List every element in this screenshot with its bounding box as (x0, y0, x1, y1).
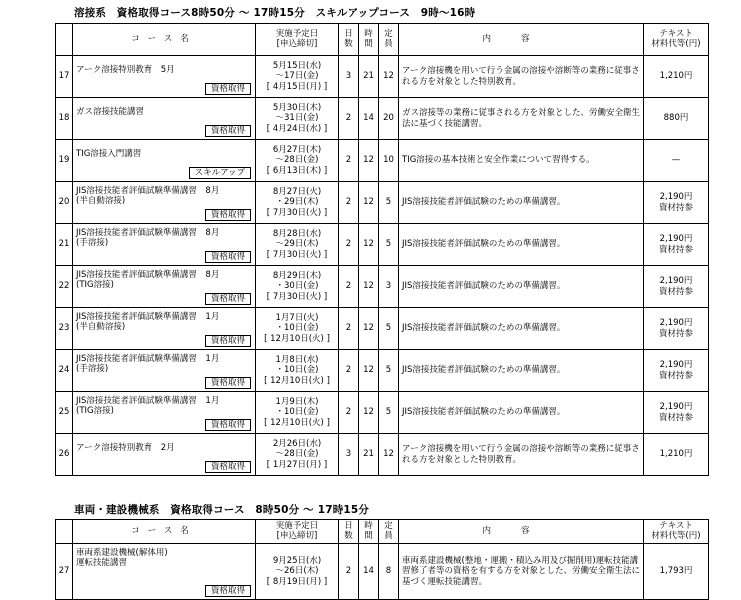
course-days: 3 (339, 434, 359, 476)
course-name: TIG溶接入門講習 (76, 149, 142, 159)
course-fee-cell (644, 224, 709, 266)
application-deadline: [ 12月10日(火) ] (264, 375, 330, 386)
header-no (56, 520, 73, 544)
course-type-badge: 資格取得 (205, 585, 251, 597)
course-name: JIS溶接技能者評価試験準備講習 8月 (76, 228, 220, 238)
start-date: 9月25日(水) (272, 556, 322, 567)
course-number: 17 (56, 56, 73, 98)
course-fee: 2,190円 (659, 234, 693, 245)
course-fee: 2,190円 (659, 402, 693, 413)
end-date: ～28日(金) (275, 449, 319, 460)
course-number: 24 (56, 350, 73, 392)
start-date: 5月15日(水) (272, 61, 322, 72)
course-hours: 12 (359, 392, 379, 434)
start-date: 8月28日(水) (272, 229, 322, 240)
course-subtitle: (手溶接) (76, 364, 109, 375)
course-description: TIG溶接の基本技術と安全作業について習得する。 (399, 140, 644, 182)
course-date-cell (256, 266, 339, 308)
course-type-badge: 資格取得 (205, 377, 251, 389)
header-content: 内容 (399, 520, 644, 544)
course-name: JIS溶接技能者評価試験準備講習 8月 (76, 186, 220, 196)
course-capacity: 5 (379, 308, 399, 350)
vehicle-course-table (55, 519, 709, 600)
table-row (56, 266, 709, 308)
course-fee: 1,210円 (659, 449, 693, 460)
fee-note: 資材持参 (658, 244, 693, 255)
course-date-cell (256, 434, 339, 476)
course-capacity: 12 (379, 434, 399, 476)
course-days: 2 (339, 98, 359, 140)
start-date: 8月27日(火) (272, 187, 322, 198)
course-days: 2 (339, 544, 359, 600)
start-date: 1月8日(水) (275, 355, 319, 366)
course-capacity: 12 (379, 56, 399, 98)
end-date: ・29日(木) (275, 197, 319, 208)
vehicle-course-rows (56, 544, 709, 600)
course-days: 2 (339, 266, 359, 308)
course-capacity: 5 (379, 392, 399, 434)
course-name-cell (73, 140, 256, 182)
course-fee-cell (644, 266, 709, 308)
course-number: 20 (56, 182, 73, 224)
header-date: 実施予定日 [申込締切] (256, 24, 339, 56)
course-name: JIS溶接技能者評価試験準備講習 8月 (76, 270, 220, 280)
start-date: 1月7日(火) (275, 313, 319, 324)
course-date-cell (256, 56, 339, 98)
header-course: コース名 (73, 520, 256, 544)
course-name-cell (73, 392, 256, 434)
fee-note: 資材持参 (658, 412, 693, 423)
end-date: ・10日(金) (275, 365, 319, 376)
fee-note: 資材持参 (658, 370, 693, 381)
table-row (56, 392, 709, 434)
course-hours: 12 (359, 224, 379, 266)
course-number: 26 (56, 434, 73, 476)
course-capacity: 10 (379, 140, 399, 182)
course-capacity: 20 (379, 98, 399, 140)
table-row (56, 140, 709, 182)
header-date: 実施予定日 [申込締切] (256, 520, 339, 544)
course-hours: 12 (359, 350, 379, 392)
course-name-cell (73, 266, 256, 308)
course-hours: 12 (359, 308, 379, 350)
application-deadline: [ 6月13日(木) ] (266, 165, 328, 176)
course-fee-cell (644, 350, 709, 392)
course-name-cell (73, 544, 256, 600)
course-fee-cell (644, 98, 709, 140)
course-days: 2 (339, 308, 359, 350)
application-deadline: [ 7月30日(火) ] (266, 249, 328, 260)
course-hours: 21 (359, 56, 379, 98)
table-row (56, 350, 709, 392)
table-row (56, 224, 709, 266)
header-days: 日 数 (339, 24, 359, 56)
application-deadline: [ 4月15日(月) ] (266, 81, 328, 92)
course-name-cell (73, 56, 256, 98)
end-date: ・30日(金) (275, 281, 319, 292)
header-fee: テキスト 材料代等(円) (644, 24, 709, 56)
course-fee: 1,793円 (659, 566, 693, 577)
end-date: ～26日(木) (275, 566, 319, 577)
course-date-cell (256, 140, 339, 182)
course-date-cell (256, 350, 339, 392)
header-course: コース名 (73, 24, 256, 56)
table-row (56, 308, 709, 350)
course-days: 2 (339, 392, 359, 434)
course-description: JIS溶接技能者評価試験のための準備講習。 (399, 224, 644, 266)
course-description: ガス溶接等の業務に従事される方を対象とした、労働安全衛生法に基づく技能講習。 (399, 98, 644, 140)
course-number: 23 (56, 308, 73, 350)
header-no (56, 24, 73, 56)
course-subtitle: (TIG溶接) (76, 406, 114, 417)
course-subtitle: (TIG溶接) (76, 280, 114, 291)
start-date: 8月29日(木) (272, 271, 322, 282)
course-description: アーク溶接機を用いて行う金属の溶接や溶断等の業務に従事される方を対象とした特別教育。 (399, 56, 644, 98)
end-date: ・10日(金) (275, 407, 319, 418)
course-hours: 21 (359, 434, 379, 476)
course-description: 車両系建設機械(整地・運搬・積込み用及び掘削用)運転技能講習修了者等の資格を有する方を対象とした、労働安全衛生法に基づく運転技能講習。 (399, 544, 644, 600)
header-capacity: 定 員 (379, 24, 399, 56)
course-fee: — (671, 155, 681, 166)
table-row (56, 434, 709, 476)
course-fee-cell (644, 56, 709, 98)
application-deadline: [ 12月10日(火) ] (264, 333, 330, 344)
end-date: ・10日(金) (275, 323, 319, 334)
welding-course-table (55, 23, 709, 476)
course-number: 22 (56, 266, 73, 308)
course-name: アーク溶接特別教育 2月 (76, 443, 175, 453)
application-deadline: [ 4月24日(水) ] (266, 123, 328, 134)
course-name-cell (73, 224, 256, 266)
fee-note: 資材持参 (658, 286, 693, 297)
start-date: 5月30日(木) (272, 103, 322, 114)
section-title-welding: 溶接系 資格取得コース8時50分 ～ 17時15分 スキルアップコース 9時～16時 (74, 7, 476, 19)
application-deadline: [ 1月27日(月) ] (266, 459, 328, 470)
course-type-badge: スキルアップ (189, 167, 251, 179)
application-deadline: [ 12月10日(火) ] (264, 417, 330, 428)
course-days: 2 (339, 182, 359, 224)
course-fee-cell (644, 308, 709, 350)
course-name-cell (73, 350, 256, 392)
course-name: JIS溶接技能者評価試験準備講習 1月 (76, 396, 220, 406)
application-deadline: [ 7月30日(火) ] (266, 291, 328, 302)
course-number: 19 (56, 140, 73, 182)
course-name: アーク溶接特別教育 5月 (76, 65, 175, 75)
course-description: JIS溶接技能者評価試験のための準備講習。 (399, 308, 644, 350)
table-row (56, 98, 709, 140)
table-row (56, 544, 709, 600)
course-number: 18 (56, 98, 73, 140)
course-number: 27 (56, 544, 73, 600)
application-deadline: [ 7月30日(火) ] (266, 207, 328, 218)
application-deadline: [ 8月19日(月) ] (266, 576, 328, 587)
end-date: ～28日(金) (275, 155, 319, 166)
course-name: JIS溶接技能者評価試験準備講習 1月 (76, 312, 220, 322)
course-fee: 2,190円 (659, 318, 693, 329)
course-name: ガス溶接技能講習 (76, 107, 145, 117)
course-name-cell (73, 434, 256, 476)
course-hours: 12 (359, 182, 379, 224)
end-date: ～31日(金) (275, 113, 319, 124)
course-type-badge: 資格取得 (205, 125, 251, 137)
course-hours: 12 (359, 266, 379, 308)
course-days: 3 (339, 56, 359, 98)
course-type-badge: 資格取得 (205, 293, 251, 305)
header-content: 内容 (399, 24, 644, 56)
course-capacity: 5 (379, 224, 399, 266)
course-description: JIS溶接技能者評価試験のための準備講習。 (399, 266, 644, 308)
course-fee: 2,190円 (659, 360, 693, 371)
header-fee: テキスト 材料代等(円) (644, 520, 709, 544)
header-hours: 時 間 (359, 24, 379, 56)
course-fee: 2,190円 (659, 276, 693, 287)
course-number: 21 (56, 224, 73, 266)
header-days: 日 数 (339, 520, 359, 544)
welding-course-rows (56, 56, 709, 476)
course-capacity: 5 (379, 350, 399, 392)
course-hours: 12 (359, 140, 379, 182)
table-row (56, 182, 709, 224)
course-capacity: 3 (379, 266, 399, 308)
course-fee: 880円 (663, 113, 689, 124)
course-description: JIS溶接技能者評価試験のための準備講習。 (399, 392, 644, 434)
course-fee-cell (644, 544, 709, 600)
course-name-cell (73, 182, 256, 224)
end-date: ～29日(木) (275, 239, 319, 250)
course-subtitle: 運転技能講習 (76, 558, 128, 569)
start-date: 6月27日(木) (272, 145, 322, 156)
table-row (56, 56, 709, 98)
course-date-cell (256, 308, 339, 350)
end-date: ～17日(金) (275, 71, 319, 82)
course-date-cell (256, 392, 339, 434)
course-fee-cell (644, 140, 709, 182)
course-name: 車両系建設機械(解体用) (76, 548, 168, 558)
course-number: 25 (56, 392, 73, 434)
course-hours: 14 (359, 98, 379, 140)
course-description: JIS溶接技能者評価試験のための準備講習。 (399, 182, 644, 224)
course-days: 2 (339, 350, 359, 392)
fee-note: 資材持参 (658, 202, 693, 213)
course-type-badge: 資格取得 (205, 419, 251, 431)
header-capacity: 定 員 (379, 520, 399, 544)
course-name: JIS溶接技能者評価試験準備講習 1月 (76, 354, 220, 364)
course-name-cell (73, 98, 256, 140)
course-days: 2 (339, 140, 359, 182)
start-date: 2月26日(水) (272, 439, 322, 450)
course-name-cell (73, 308, 256, 350)
course-date-cell (256, 182, 339, 224)
start-date: 1月9日(木) (275, 397, 319, 408)
section-title-vehicle: 車両・建設機械系 資格取得コース 8時50分 ～ 17時15分 (74, 504, 370, 516)
table-header-row (56, 520, 709, 544)
course-fee-cell (644, 392, 709, 434)
course-type-badge: 資格取得 (205, 335, 251, 347)
course-description: アーク溶接機を用いて行う金属の溶接や溶断等の業務に従事される方を対象とした特別教育。 (399, 434, 644, 476)
fee-note: 資材持参 (658, 328, 693, 339)
table-header-row (56, 24, 709, 56)
course-subtitle: (手溶接) (76, 238, 109, 249)
course-date-cell (256, 98, 339, 140)
course-description: JIS溶接技能者評価試験のための準備講習。 (399, 350, 644, 392)
course-capacity: 5 (379, 182, 399, 224)
course-type-badge: 資格取得 (205, 251, 251, 263)
course-subtitle: (半自動溶接) (76, 322, 126, 333)
course-date-cell (256, 544, 339, 600)
course-hours: 14 (359, 544, 379, 600)
course-fee: 1,210円 (659, 71, 693, 82)
course-date-cell (256, 224, 339, 266)
header-hours: 時 間 (359, 520, 379, 544)
course-capacity: 8 (379, 544, 399, 600)
course-fee-cell (644, 182, 709, 224)
course-days: 2 (339, 224, 359, 266)
course-fee-cell (644, 434, 709, 476)
course-type-badge: 資格取得 (205, 83, 251, 95)
course-type-badge: 資格取得 (205, 209, 251, 221)
course-fee: 2,190円 (659, 192, 693, 203)
course-type-badge: 資格取得 (205, 461, 251, 473)
course-subtitle: (半自動溶接) (76, 196, 126, 207)
